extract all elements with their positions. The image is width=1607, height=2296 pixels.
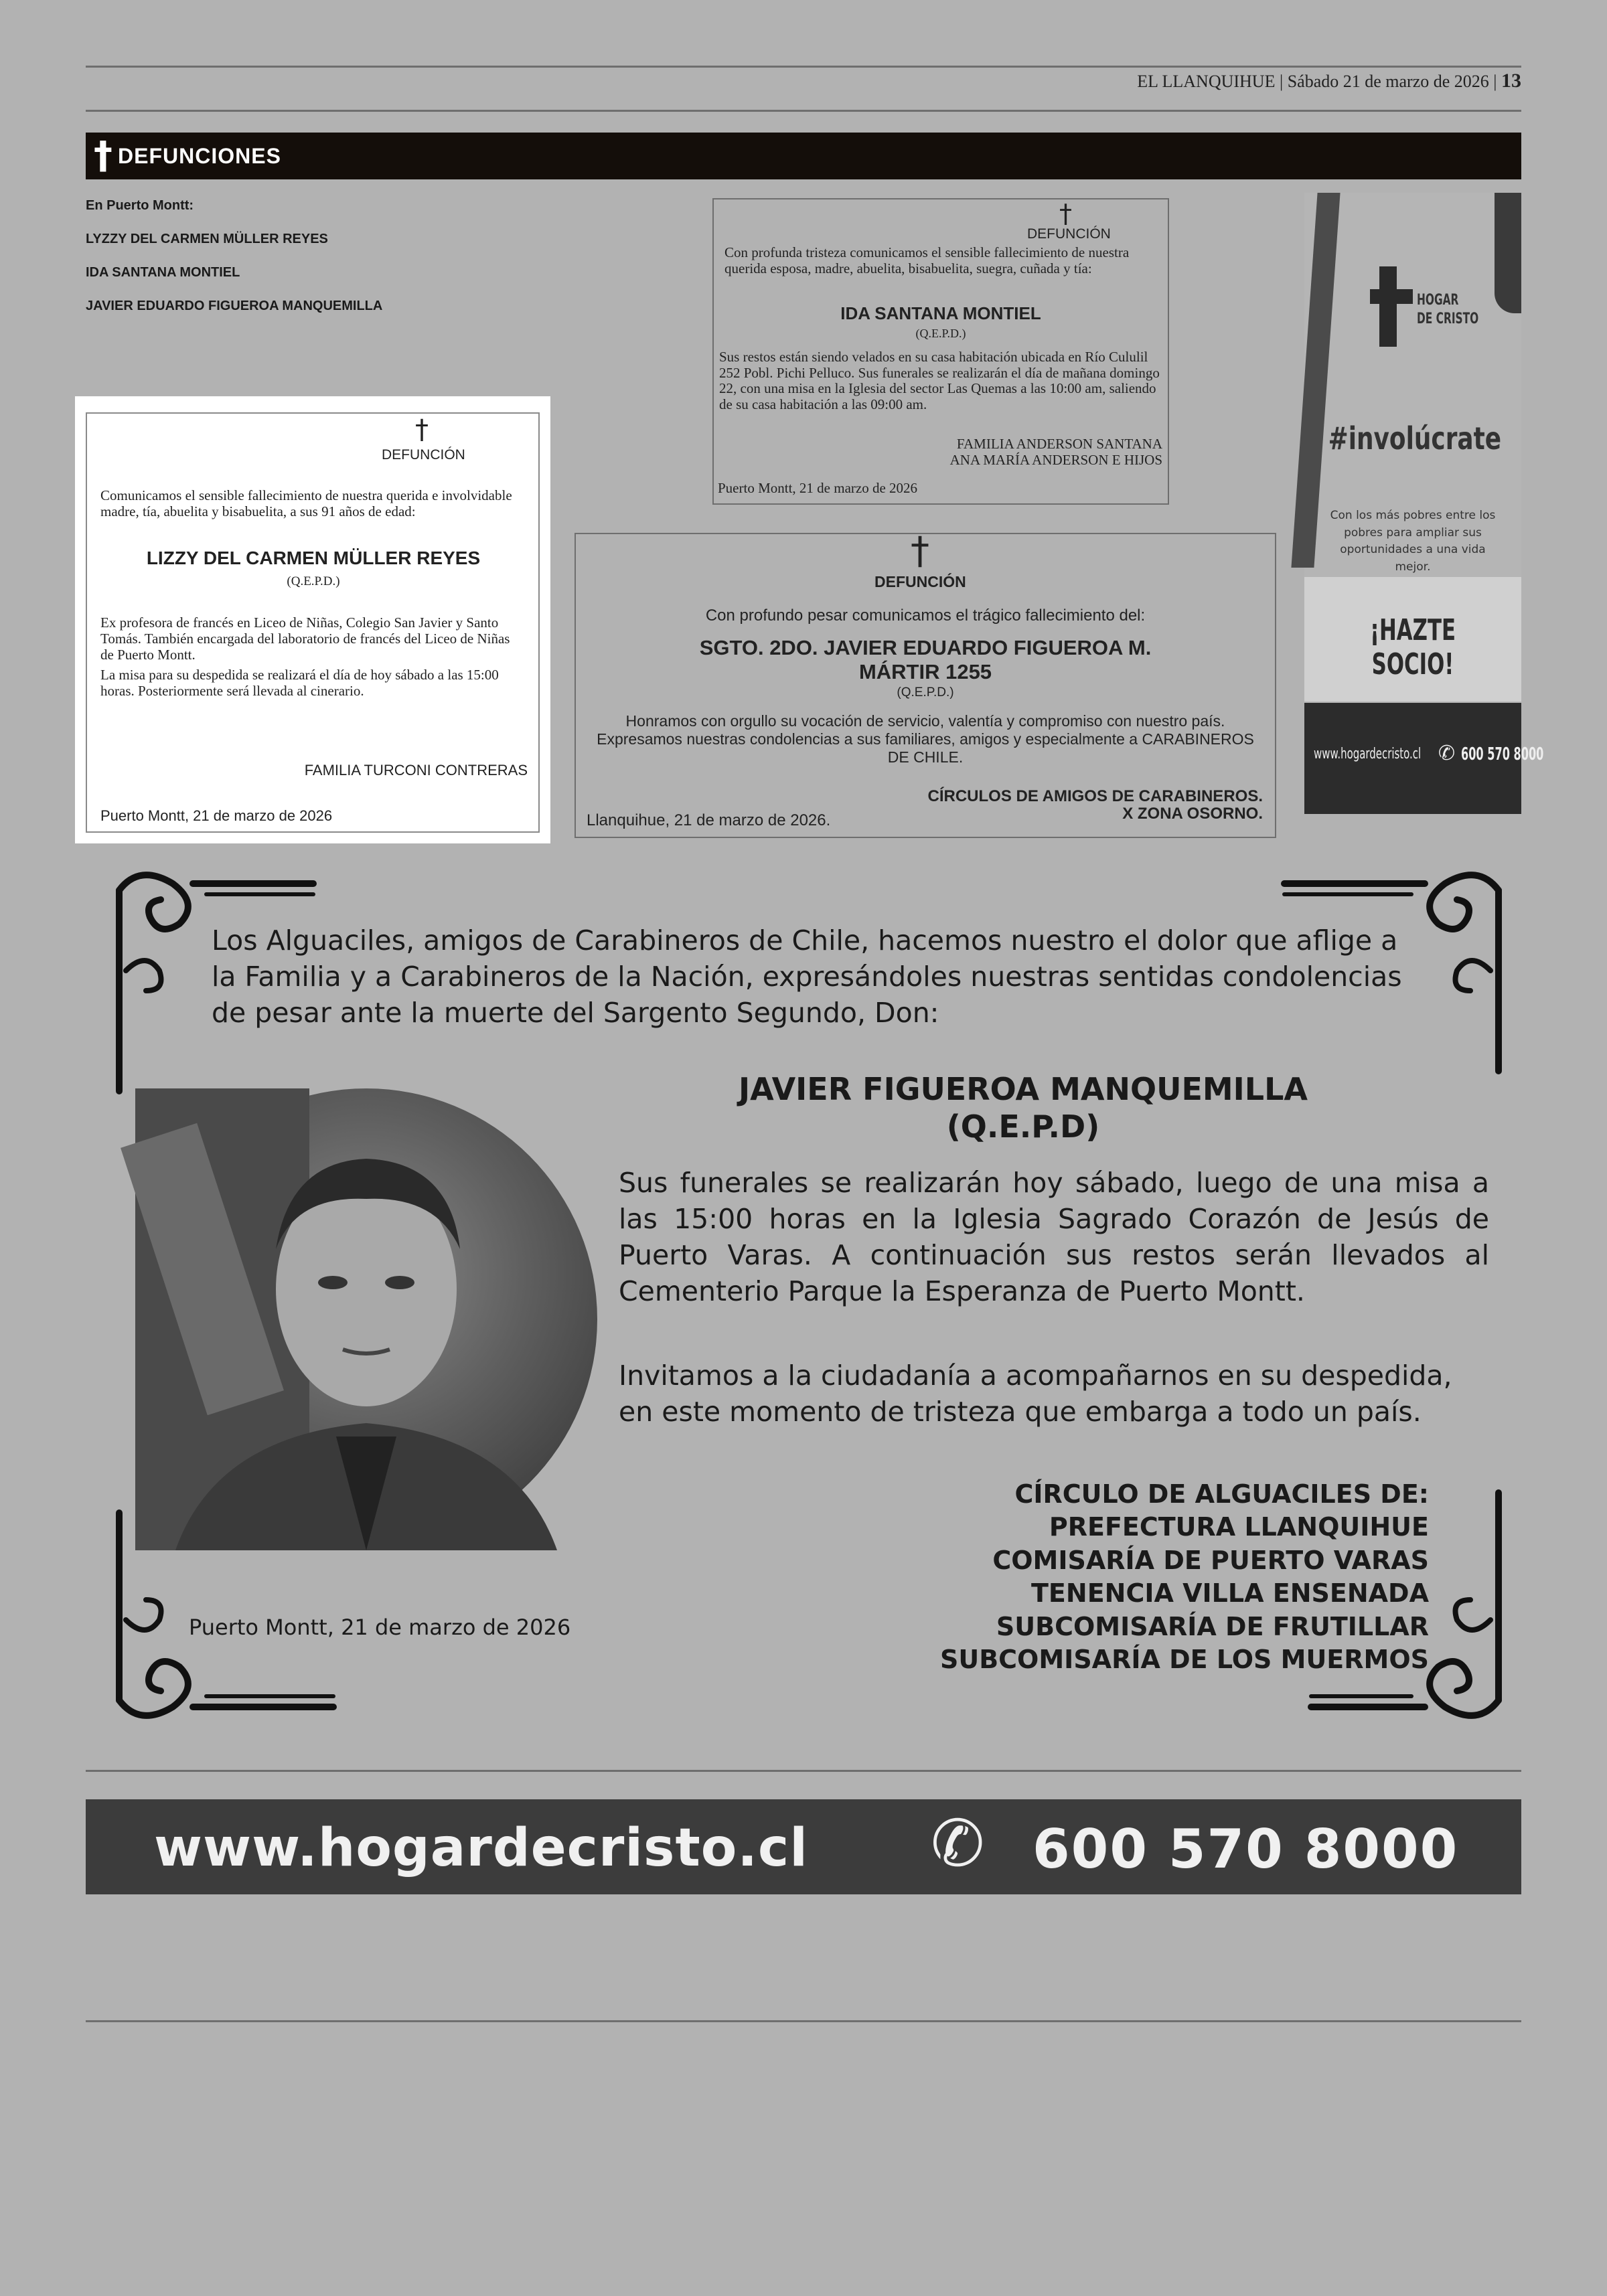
notice-place-date: Llanquihue, 21 de marzo de 2026. <box>587 811 831 829</box>
qepd: (Q.E.P.D.) <box>287 574 340 588</box>
banner-phone[interactable]: 600 570 8000 <box>1032 1818 1459 1880</box>
notice-santana <box>712 198 1169 505</box>
signature-line: TENENCIA VILLA ENSENADA <box>1031 1578 1429 1609</box>
notice-signature: CÍRCULOS DE AMIGOS DE CARABINEROS. <box>927 787 1263 805</box>
main-place-date: Puerto Montt, 21 de marzo de 2026 <box>189 1615 571 1640</box>
cross-icon: † <box>415 414 429 445</box>
notice-title: DEFUNCIÓN <box>1027 226 1111 242</box>
index-heading: En Puerto Montt: <box>86 198 194 213</box>
notice-body: Sus restos están siendo velados en su casa habitación ubicada en Río Cululil 252 Pobl. Pichi Pelluco. Sus funerales se realizarán el día de mañana domingo 22, con una misa en la Iglesia del sector Las Quemas a las 10:00 am, saliendo de su casa habitación a las 09:00 am. <box>719 349 1160 413</box>
notice-intro: Con profundo pesar comunicamos el trágico fallecimiento del: <box>705 606 1146 625</box>
notice-figueroa-carabineros <box>575 529 1276 838</box>
ad-cta-panel[interactable] <box>1304 577 1521 702</box>
hogar-logo-icon <box>1370 266 1413 347</box>
notice-intro: Comunicamos el sensible fallecimiento de nuestra querida e involvidable madre, tía, abuelita y bisabuelita, a sus 91 años de edad: <box>100 487 512 520</box>
notice-title: DEFUNCIÓN <box>874 573 966 590</box>
index-name: JAVIER EDUARDO FIGUEROA MANQUEMILLA <box>86 299 383 313</box>
masthead-paper: EL LLANQUIHUE <box>1137 72 1276 91</box>
main-deceased-name: JAVIER FIGUEROA MANQUEMILLA <box>738 1071 1308 1107</box>
notice-title: DEFUNCIÓN <box>382 447 465 463</box>
qepd: (Q.E.P.D.) <box>897 685 954 700</box>
phone-icon: ✆ <box>931 1806 985 1881</box>
main-intro: Los Alguaciles, amigos de Carabineros de Chile, hacemos nuestro el dolor que aflige a la Familia y a Carabineros de la Nación, expresándoles nuestras sentidas condolencias de pesar ante la muerte del Sargento Segundo, Don: <box>212 924 1402 1030</box>
invitation-text: Invitamos a la ciudadanía a acompañarnos en su despedida, en este momento de tristeza que embarga a todo un país. <box>619 1360 1452 1428</box>
funeral-details: Sus funerales se realizarán hoy sábado, luego de una misa a las 15:00 horas en la Iglesia Sagrado Corazón de Jesús de Puerto Varas. A continuación sus restos serán llevados al Cementerio Parque la Esperanza de Puerto Montt. <box>619 1167 1489 1308</box>
masthead-rule <box>86 110 1521 112</box>
signature-line: SUBCOMISARÍA DE FRUTILLAR <box>996 1611 1429 1641</box>
notice-signature: ANA MARÍA ANDERSON E HIJOS <box>949 452 1162 468</box>
signature-block <box>940 1478 1429 1676</box>
portrait-photo <box>135 1088 597 1550</box>
notice-signature: X ZONA OSORNO. <box>1122 805 1263 823</box>
deceased-name: LIZZY DEL CARMEN MÜLLER REYES <box>146 548 481 568</box>
deceased-name: IDA SANTANA MONTIEL <box>840 303 1041 323</box>
ad-brand-line2: DE CRISTO <box>1417 311 1479 327</box>
notice-body: Honramos con orgullo su vocación de servicio, valentía y compromiso con nuestro país. Expresamos nuestras condolencias a sus familiares, amigos y especialmente a CARABINEROS DE CHILE. <box>597 712 1254 766</box>
signature-line: CÍRCULO DE ALGUACILES DE: <box>1014 1479 1429 1509</box>
notice-place-date: Puerto Montt, 21 de marzo de 2026 <box>100 807 333 824</box>
signature-line: PREFECTURA LLANQUIHUE <box>1049 1512 1429 1542</box>
index-name: LYZZY DEL CARMEN MÜLLER REYES <box>86 232 328 246</box>
page-number: 13 <box>1501 70 1521 92</box>
section-title: DEFUNCIONES <box>118 143 281 168</box>
notice-muller <box>75 396 550 843</box>
ad-footer <box>1304 703 1544 814</box>
notice-place-date: Puerto Montt, 21 de marzo de 2026 <box>718 480 918 496</box>
index-name: IDA SANTANA MONTIEL <box>86 265 240 280</box>
ad-tagline: Con los más pobres entre los pobres para ampliar sus oportunidades a una vida mejor. <box>1330 509 1496 574</box>
ad-hashtag: #involúcrate <box>1328 420 1502 457</box>
notice-body: La misa para su despedida se realizará el día de hoy sábado a las 15:00 horas. Posteriormente será llevada al cinerario. <box>100 667 499 700</box>
alguaciles-notice <box>112 870 1508 1715</box>
hogar-de-cristo-ad[interactable] <box>1304 193 1544 814</box>
deceased-name: SGTO. 2DO. JAVIER EDUARDO FIGUEROA M. <box>699 636 1152 659</box>
signature-line: COMISARÍA DE PUERTO VARAS <box>992 1545 1429 1575</box>
notice-body: Ex profesora de francés en Liceo de Niñas, Colegio San Javier y Santo Tomás. También encargada del laboratorio de francés del Liceo de Niñas de Puerto Montt. <box>100 614 510 663</box>
ad-right-stripe <box>1495 193 1521 313</box>
cross-icon: † <box>1059 199 1072 228</box>
section-header <box>86 133 1521 179</box>
ad-phone[interactable]: 600 570 8000 <box>1461 744 1544 764</box>
qepd: (Q.E.P.D.) <box>915 327 966 340</box>
signature-line: SUBCOMISARÍA DE LOS MUERMOS <box>939 1644 1429 1674</box>
masthead: EL LLANQUIHUE | Sábado 21 de marzo de 2026 | 13 <box>1137 70 1521 92</box>
deceased-title: MÁRTIR 1255 <box>858 660 992 683</box>
cross-icon: † <box>911 529 929 573</box>
ad-brand-line1: HOGAR <box>1417 292 1459 309</box>
main-qepd: (Q.E.P.D) <box>946 1109 1100 1145</box>
cross-icon: † <box>94 134 112 177</box>
phone-icon: ✆ <box>1438 742 1456 765</box>
notice-signature: FAMILIA TURCONI CONTRERAS <box>304 762 528 778</box>
notice-signature: FAMILIA ANDERSON SANTANA <box>956 436 1162 452</box>
section-rule <box>86 1770 1521 1772</box>
obituary-index <box>86 198 382 332</box>
banner-url[interactable]: www.hogardecristo.cl <box>154 1818 808 1878</box>
bottom-rule <box>86 2020 1521 2022</box>
hogar-de-cristo-banner[interactable] <box>86 1799 1521 1894</box>
top-rule <box>86 66 1521 68</box>
masthead-date: Sábado 21 de marzo de 2026 <box>1287 72 1489 91</box>
notice-intro: Con profunda tristeza comunicamos el sensible fallecimiento de nuestra querida esposa, madre, abuelita, bisabuelita, suegra, cuñada y tía: <box>724 244 1130 276</box>
ad-cta[interactable]: ¡HAZTE SOCIO! <box>1369 613 1456 681</box>
ad-url[interactable]: www.hogardecristo.cl <box>1314 746 1422 762</box>
